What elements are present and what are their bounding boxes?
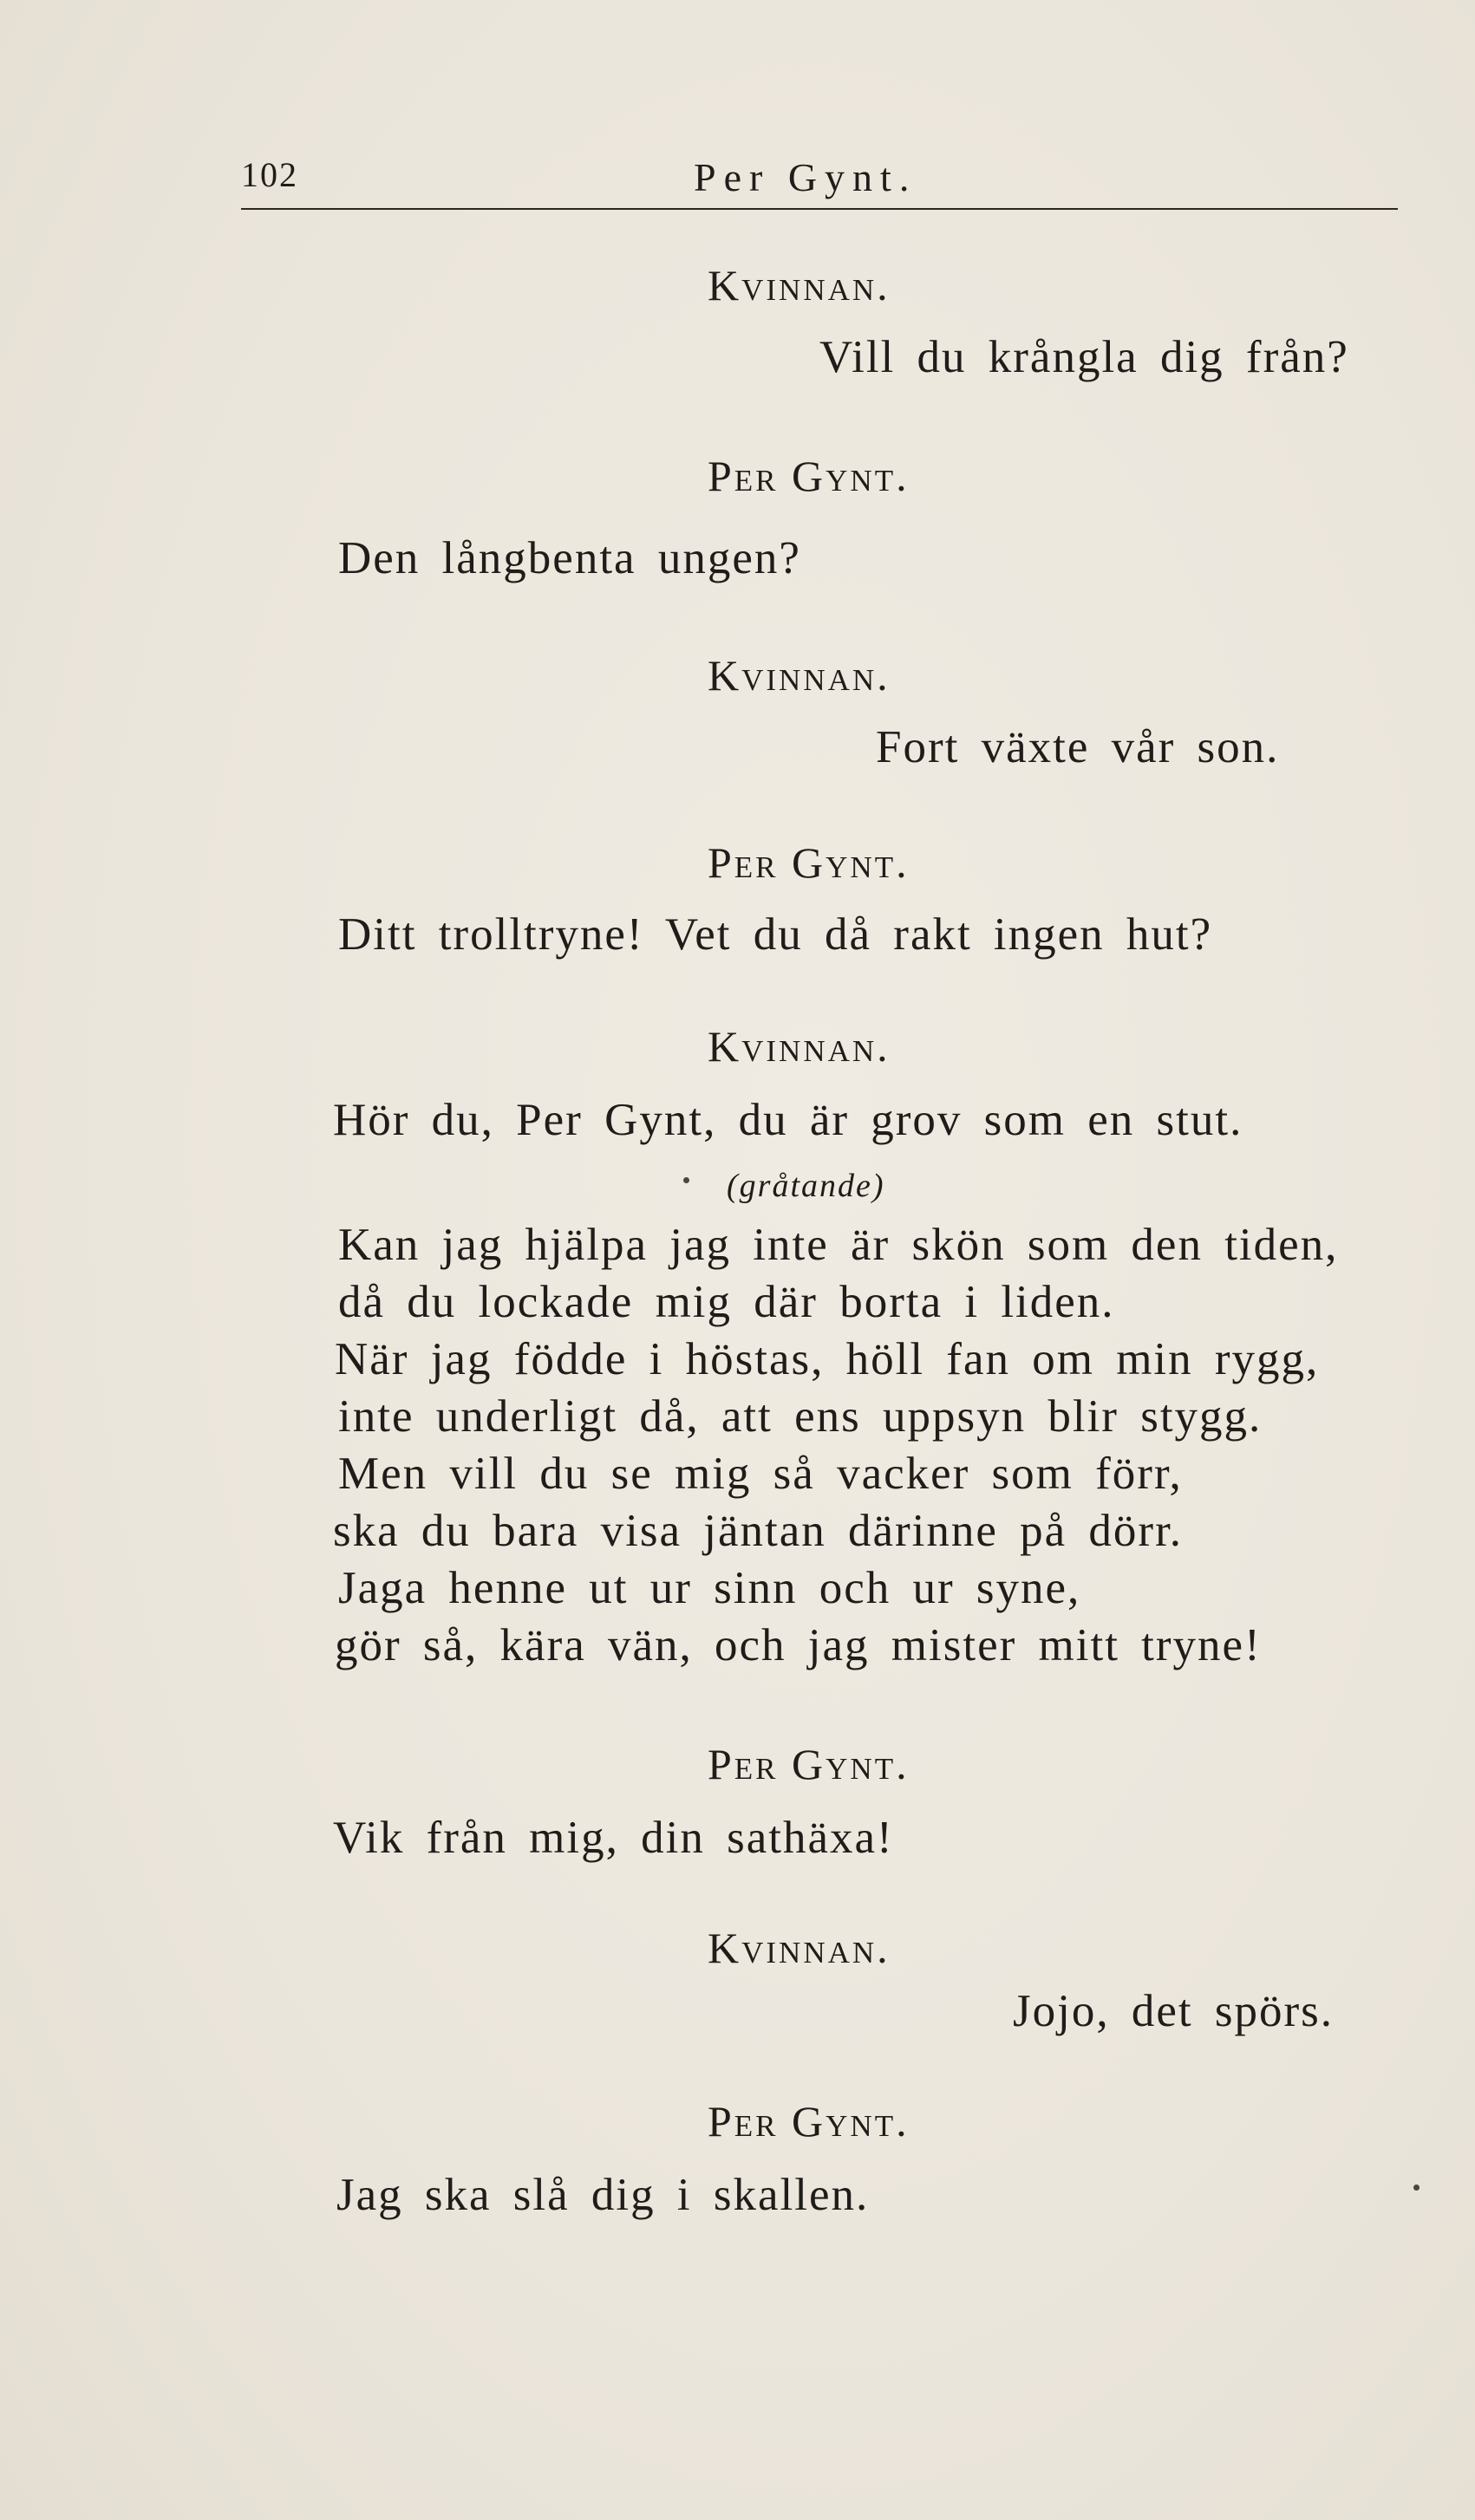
dialogue-line: Fort växte vår son. bbox=[876, 722, 1280, 772]
verse-line: Men vill du se mig så vacker som förr, bbox=[338, 1449, 1183, 1499]
dialogue-line: Vik från mig, din sathäxa! bbox=[333, 1813, 894, 1863]
speaker-name: Per Gynt. bbox=[708, 2097, 910, 2146]
speaker-name: Per Gynt. bbox=[708, 452, 910, 500]
dialogue-line: Hör du, Per Gynt, du är grov som en stut. bbox=[333, 1095, 1243, 1145]
verse-line: Kan jag hjälpa jag inte är skön som den tiden, bbox=[338, 1220, 1339, 1270]
dialogue-line: Ditt trolltryne! Vet du då rakt ingen hut? bbox=[338, 909, 1213, 960]
verse-line: ska du bara visa jäntan därinne på dörr. bbox=[333, 1506, 1184, 1556]
speaker-name: Kvinnan. bbox=[708, 261, 891, 309]
stage-direction: (gråtande) bbox=[727, 1168, 885, 1204]
dialogue-line: Jojo, det spörs. bbox=[1013, 1986, 1334, 2036]
speaker-name: Per Gynt. bbox=[708, 1740, 910, 1788]
verse-line: gör så, kära vän, och jag mister mitt tryne! bbox=[335, 1620, 1262, 1670]
ink-speck bbox=[683, 1177, 689, 1183]
ink-speck bbox=[1413, 2185, 1420, 2191]
page-number: 102 bbox=[241, 155, 298, 194]
running-title: Per Gynt. bbox=[694, 155, 917, 199]
verse-line: inte underligt då, att ens uppsyn blir stygg. bbox=[338, 1391, 1263, 1442]
page-header bbox=[241, 154, 1398, 210]
verse-line: Jaga henne ut ur sinn och ur syne, bbox=[338, 1563, 1081, 1613]
verse-line: När jag födde i höstas, höll fan om min rygg, bbox=[335, 1334, 1320, 1384]
verse-line: då du lockade mig där borta i liden. bbox=[338, 1277, 1115, 1327]
speaker-name: Per Gynt. bbox=[708, 838, 910, 887]
speaker-name: Kvinnan. bbox=[708, 1022, 891, 1071]
dialogue-line: Jag ska slå dig i skallen. bbox=[336, 2170, 870, 2220]
speaker-name: Kvinnan. bbox=[708, 1924, 891, 1972]
dialogue-line: Vill du krångla dig från? bbox=[819, 332, 1349, 382]
speaker-name: Kvinnan. bbox=[708, 651, 891, 700]
dialogue-line: Den långbenta ungen? bbox=[338, 533, 801, 583]
